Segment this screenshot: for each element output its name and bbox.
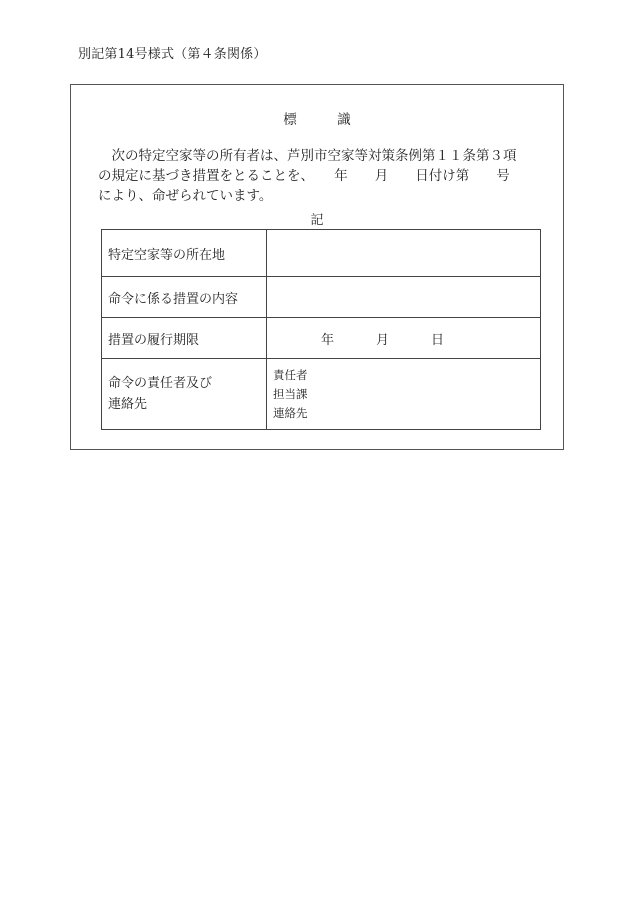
value-measure: [267, 277, 541, 318]
info-table: [101, 229, 541, 430]
date-month-label: 月: [376, 332, 390, 348]
notice-line: 次の特定空家等の所有者は、芦別市空家等対策条例第１１条第３項: [98, 148, 517, 164]
label-deadline: 措置の履行期限: [102, 318, 267, 359]
label-location: 特定空家等の所在地: [102, 230, 267, 277]
contact-department: 担当課: [273, 386, 308, 401]
value-contact: [267, 359, 541, 430]
deadline-date: [273, 329, 540, 348]
form-header: 別記第14号様式（第４条関係）: [78, 47, 267, 62]
table-row-deadline: [102, 318, 541, 359]
notice-line: の規定に基づき措置をとることを、 年 月 日付け第 号: [98, 168, 510, 184]
ki-heading: 記: [310, 213, 324, 228]
label-contact-line-1: 命令の責任者及び: [108, 376, 213, 391]
value-location: [267, 230, 541, 277]
value-deadline: [267, 318, 541, 359]
document-title: 標 識: [283, 112, 351, 128]
label-contact: [102, 359, 267, 430]
table-row-measure: [102, 277, 541, 318]
date-day-label: 日: [431, 332, 445, 348]
table-row-contact: [102, 359, 541, 430]
notice-text: [98, 146, 538, 206]
contact-responsible-person: 責任者: [273, 367, 308, 382]
label-contact-line-2: 連絡先: [108, 397, 148, 412]
notice-frame: [70, 84, 564, 450]
label-measure: 命令に係る措置の内容: [102, 277, 267, 318]
notice-line: により、命ぜられています。: [98, 188, 273, 204]
date-year-label: 年: [321, 332, 335, 348]
contact-phone: 連絡先: [273, 405, 308, 420]
table-row-location: [102, 230, 541, 277]
